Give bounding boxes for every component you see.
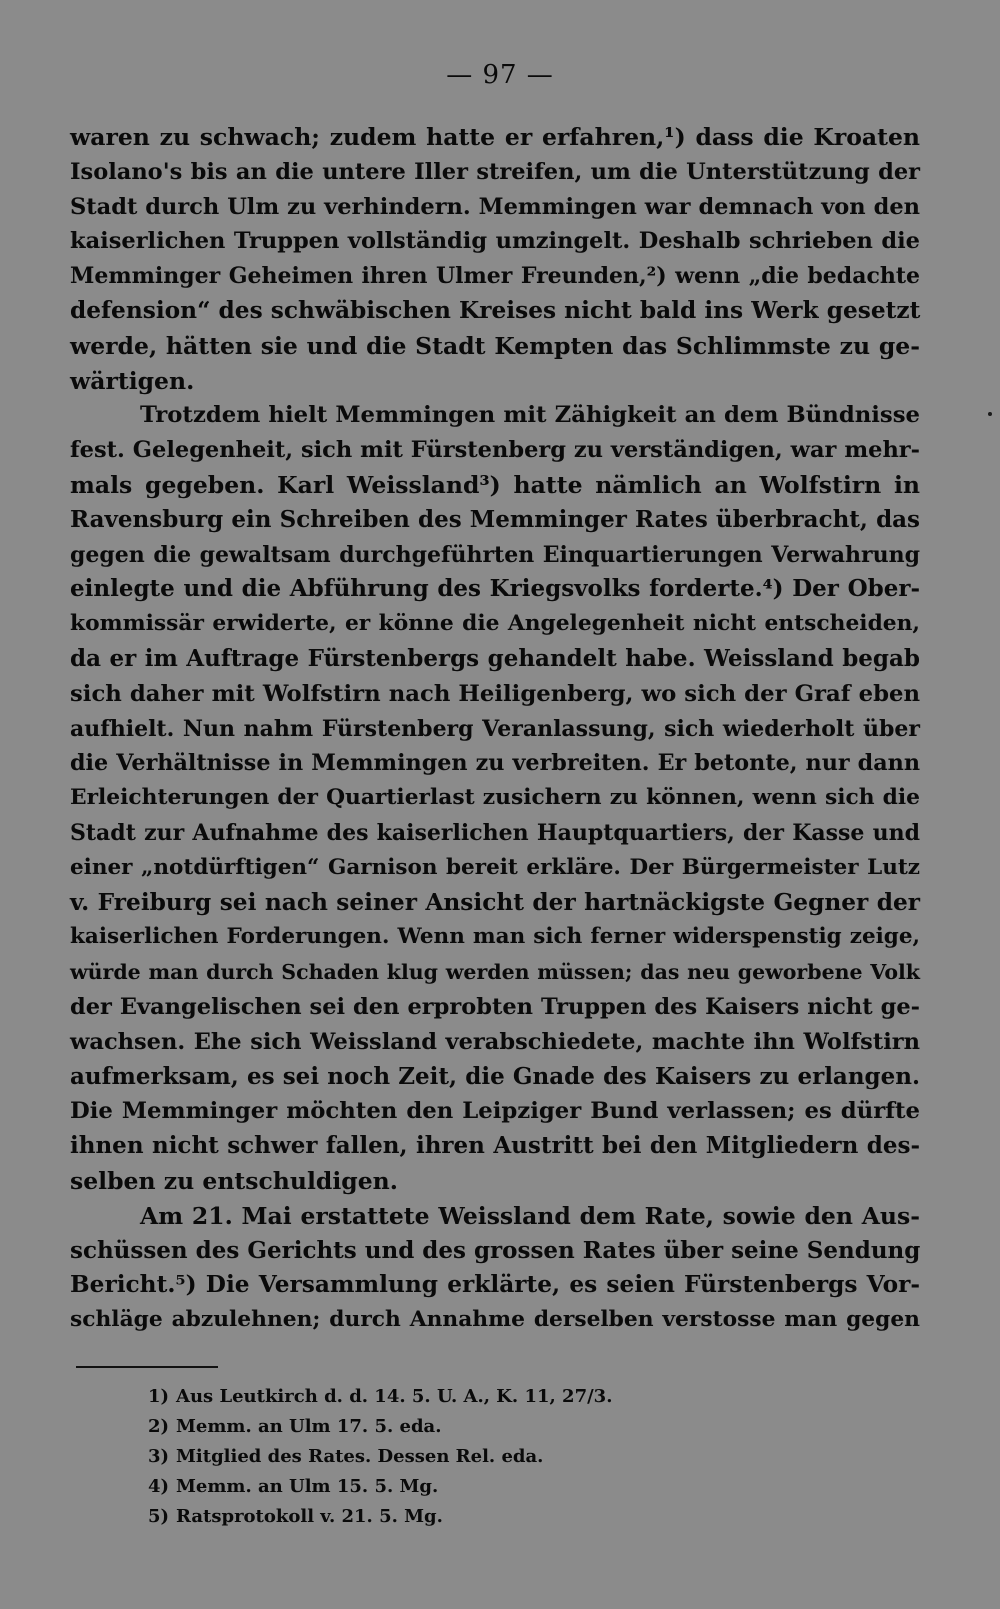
text-line: Ravensburg ein Schreiben des Memminger Rates überbracht, das xyxy=(70,505,920,533)
footnote-text: Ratsprotokoll v. 21. 5. Mg. xyxy=(176,1506,443,1527)
footnote-number: 2) xyxy=(148,1416,170,1437)
text-line: sich daher mit Wolfstirn nach Heiligenberg, wo sich der Graf eben xyxy=(70,680,920,707)
footnotes xyxy=(148,1382,848,1532)
text-line: Stadt zur Aufnahme des kaiserlichen Hauptquartiers, der Kasse und xyxy=(70,819,920,846)
text-line: wärtigen. xyxy=(70,366,195,395)
footnote-1 xyxy=(148,1382,848,1412)
text-line: defension“ des schwäbischen Kreises nicht bald ins Werk gesetzt xyxy=(70,296,921,324)
text-line: die Verhältnisse in Memmingen zu verbreiten. Er betonte, nur dann xyxy=(70,750,920,777)
text-line: mals gegeben. Karl Weissland³) hatte nämlich an Wolfstirn in xyxy=(70,470,920,499)
text-line: selben zu entschuldigen. xyxy=(70,1166,398,1195)
text-line: einlegte und die Abführung des Kriegsvolks forderte.⁴) Der Ober- xyxy=(70,575,920,603)
text-line: einer „notdürftigen“ Garnison bereit erkläre. Der Bürgermeister Lutz xyxy=(70,854,920,880)
text-line: aufhielt. Nun nahm Fürstenberg Veranlassung, sich wiederholt über xyxy=(70,715,920,742)
footnote-text: Memm. an Ulm 15. 5. Mg. xyxy=(176,1476,439,1497)
footnote-text: Aus Leutkirch d. d. 14. 5. U. A., K. 11, 27/3. xyxy=(176,1386,613,1407)
page-number: — 97 — xyxy=(446,60,554,90)
text-line: ihnen nicht schwer fallen, ihren Austritt bei den Mitgliedern des- xyxy=(70,1132,920,1160)
text-line: aufmerksam, es sei noch Zeit, die Gnade des Kaisers zu erlangen. xyxy=(70,1062,920,1090)
footnote-number: 1) xyxy=(148,1386,170,1407)
text-line: Am 21. Mai erstattete Weissland dem Rate, sowie den Aus- xyxy=(140,1201,920,1230)
text-line: gegen die gewaltsam durchgeführten Einquartierungen Verwahrung xyxy=(70,541,920,568)
text-line: schüssen des Gerichts und des grossen Rates über seine Sendung xyxy=(70,1236,921,1264)
text-line: da er im Auftrage Fürstenbergs gehandelt habe. Weissland begab xyxy=(70,644,920,672)
text-line: schläge abzulehnen; durch Annahme derselben verstosse man gegen xyxy=(70,1307,920,1333)
text-line: waren zu schwach; zudem hatte er erfahren,¹) dass die Kroaten xyxy=(70,123,920,151)
text-line: kaiserlichen Forderungen. Wenn man sich ferner widerspenstig zeige, xyxy=(70,924,920,950)
text-line: Stadt durch Ulm zu verhindern. Memmingen war demnach von den xyxy=(70,193,920,220)
scan-speck xyxy=(988,412,992,416)
text-line: Bericht.⁵) Die Versammlung erklärte, es seien Fürstenbergs Vor- xyxy=(70,1271,920,1299)
body-text xyxy=(70,120,920,1338)
footnote-number: 5) xyxy=(148,1506,170,1527)
text-line: Die Memminger möchten den Leipziger Bund verlassen; es dürfte xyxy=(70,1098,920,1125)
text-line: wachsen. Ehe sich Weissland verabschiedete, machte ihn Wolfstirn xyxy=(70,1028,920,1055)
footnote-divider xyxy=(76,1366,218,1368)
footnote-4 xyxy=(148,1472,848,1502)
footnote-3 xyxy=(148,1442,848,1472)
text-line: v. Freiburg sei nach seiner Ansicht der hartnäckigste Gegner der xyxy=(70,888,920,916)
text-line: der Evangelischen sei den erprobten Truppen des Kaisers nicht ge- xyxy=(70,993,920,1020)
footnote-number: 4) xyxy=(148,1476,170,1497)
text-line: werde, hätten sie und die Stadt Kempten das Schlimmste zu ge- xyxy=(70,331,920,360)
footnote-5 xyxy=(148,1502,848,1532)
footnote-text: Mitglied des Rates. Dessen Rel. eda. xyxy=(176,1446,544,1467)
text-line: Erleichterungen der Quartierlast zusichern zu können, wenn sich die xyxy=(70,785,920,811)
footnote-number: 3) xyxy=(148,1446,170,1467)
text-line: würde man durch Schaden klug werden müssen; das neu geworbene Volk xyxy=(70,960,920,985)
text-line: fest. Gelegenheit, sich mit Fürstenberg zu verständigen, war mehr- xyxy=(70,437,920,464)
text-line: Memminger Geheimen ihren Ulmer Freunden,²) wenn „die bedachte xyxy=(70,263,920,290)
text-line: Trotzdem hielt Memmingen mit Zähigkeit an dem Bündnisse xyxy=(140,402,920,429)
footnote-text: Memm. an Ulm 17. 5. eda. xyxy=(176,1416,442,1437)
text-line: kommissär erwiderte, er könne die Angelegenheit nicht entscheiden, xyxy=(70,611,920,637)
footnote-2 xyxy=(148,1412,848,1442)
text-line: Isolano's bis an die untere Iller streifen, um die Unterstützung der xyxy=(70,158,920,185)
text-line: kaiserlichen Truppen vollständig umzingelt. Deshalb schrieben die xyxy=(70,228,920,255)
